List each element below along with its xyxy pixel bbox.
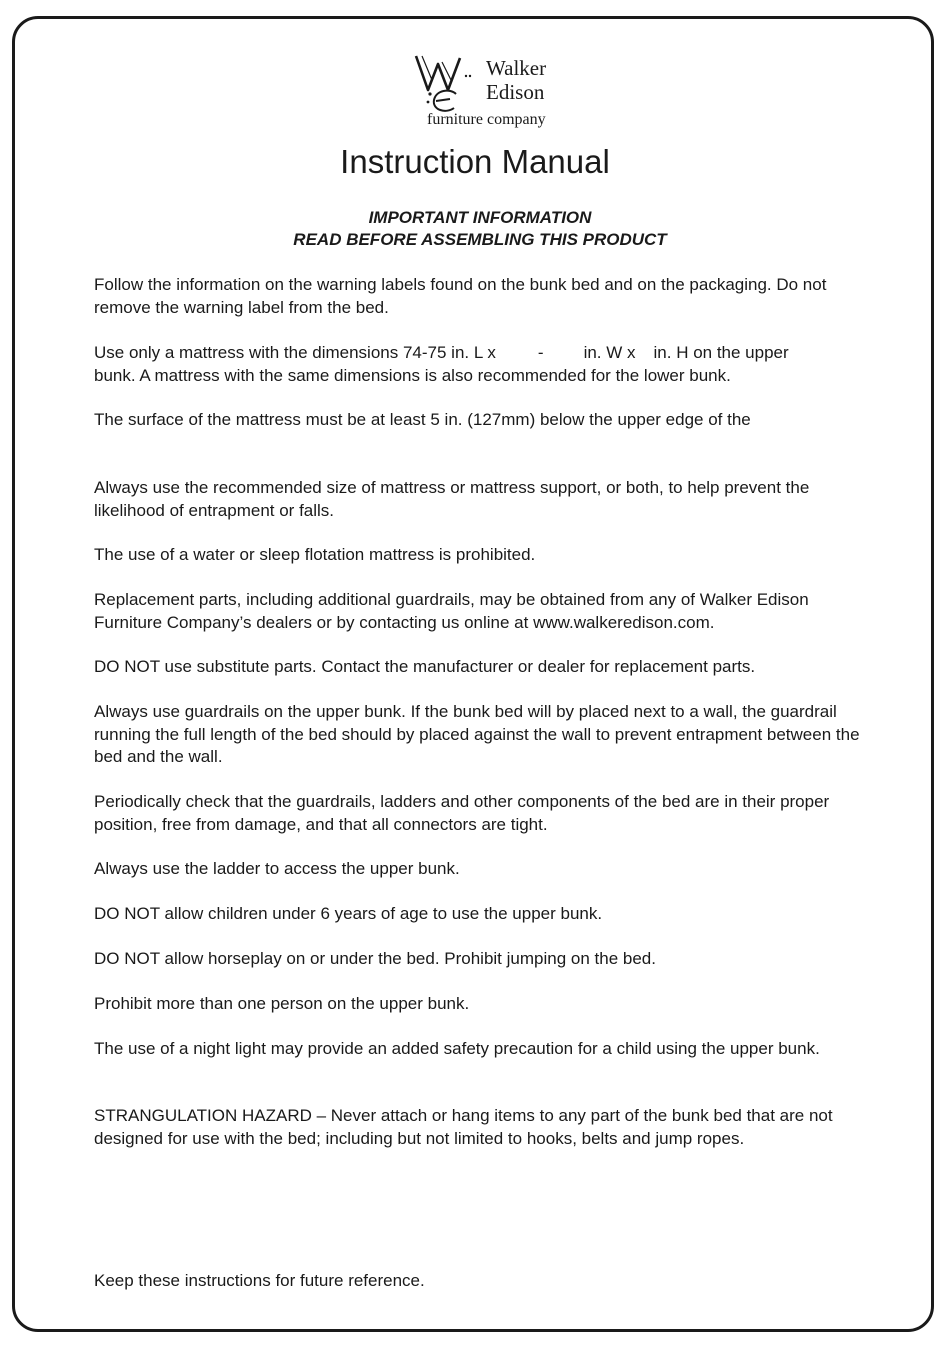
paragraph-mattress-dimensions <box>94 342 869 387</box>
paragraph-horseplay: DO NOT allow horseplay on or under the bed. Prohibit jumping on the bed. <box>94 949 656 968</box>
paragraph-substitute-parts: DO NOT use substitute parts. Contact the manufacturer or dealer for replacement parts. <box>94 657 756 676</box>
paragraph-guardrails: Always use guardrails on the upper bunk. If the bunk bed will by placed next to a wall, the guardrail running the full length of the bed should by placed against the wall to prevent entrapment between the bed and the wall. <box>94 702 860 767</box>
paragraph-flotation-mattress: The use of a water or sleep flotation mattress is prohibited. <box>94 545 536 564</box>
paragraph-strangulation-hazard: STRANGULATION HAZARD – Never attach or hang items to any part of the bunk bed that are not designed for use with the bed; including but not limited to hooks, belts and jump ropes. <box>94 1106 833 1148</box>
important-notice <box>0 207 950 251</box>
paragraph-periodic-check: Periodically check that the guardrails, ladders and other components of the bed are in their proper position, free from damage, and that all connectors are tight. <box>94 792 830 834</box>
paragraph-mattress-surface: The surface of the mattress must be at least 5 in. (127mm) below the upper edge of the <box>94 410 751 429</box>
page-title: Instruction Manual <box>340 143 610 180</box>
important-line2: READ BEFORE ASSEMBLING THIS PRODUCT <box>293 230 667 249</box>
mattress-dims-part3: in. W x <box>583 343 636 362</box>
monogram-logo-icon <box>412 50 474 116</box>
paragraph-one-person: Prohibit more than one person on the upper bunk. <box>94 994 470 1013</box>
paragraph-replacement-parts: Replacement parts, including additional guardrails, may be obtained from any of Walker Edison Furniture Company’s dealers or by contacting us online at www.walkeredison.com. <box>94 590 809 632</box>
mattress-dims-part5: bunk. A mattress with the same dimensions is also recommended for the lower bunk. <box>94 365 731 385</box>
paragraph-warning-labels: Follow the information on the warning labels found on the bunk bed and on the packaging. Do not remove the warning label from the bed. <box>94 275 827 317</box>
brand-name-line2: Edison <box>486 80 545 104</box>
mattress-dims-part4: in. H on the upper <box>653 343 789 362</box>
brand-logo <box>412 50 572 132</box>
paragraph-night-light: The use of a night light may provide an added safety precaution for a child using the upper bunk. <box>94 1039 820 1058</box>
paragraph-recommended-size: Always use the recommended size of mattress or mattress support, or both, to help prevent the likelihood of entrapment or falls. <box>94 478 810 520</box>
mattress-dims-part2: - <box>537 343 544 362</box>
mattress-dims-part1: Use only a mattress with the dimensions 74-75 in. L x <box>94 343 496 362</box>
important-line1: IMPORTANT INFORMATION <box>368 208 592 227</box>
footer-note: Keep these instructions for future reference. <box>94 1271 425 1290</box>
paragraph-age-limit: DO NOT allow children under 6 years of age to use the upper bunk. <box>94 904 603 923</box>
brand-name-line1: Walker <box>486 56 547 80</box>
brand-name <box>486 56 546 104</box>
paragraph-ladder: Always use the ladder to access the upper bunk. <box>94 859 460 878</box>
brand-tagline: furniture company <box>427 111 546 128</box>
